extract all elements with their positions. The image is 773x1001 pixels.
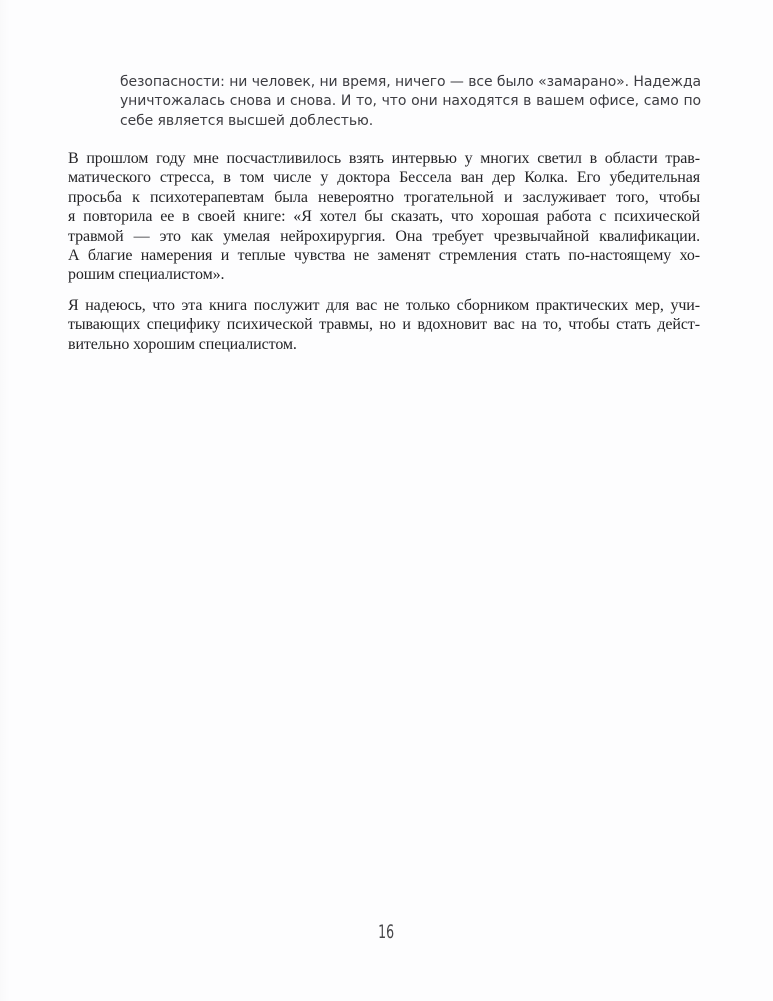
text-line: уничтожалась снова и снова. И то, что они находятся в вашем офисе, само по — [120, 93, 701, 110]
indented-quote-block — [120, 73, 701, 131]
text-line: просьба к психотерапевтам была невероятно трогательной и заслуживает того, чтобы — [68, 188, 700, 206]
text-line: В прошлом году мне посчастливилось взять интервью у многих светил в области трав- — [68, 150, 700, 167]
text-line: безопасности: ни человек, ни время, ничего — все было «замарано». Надежда — [120, 74, 701, 90]
text-line: травмой — это как умелая нейрохирургия. Она требует чрезвычайной квалификации. — [68, 227, 700, 245]
page-number — [0, 921, 773, 943]
paragraph-interview — [68, 149, 700, 285]
paragraph-hope — [68, 296, 700, 354]
text-line: А благие намерения и теплые чувства не заменят стремления стать по-настоящему хо- — [68, 247, 700, 265]
text-line: себе является высшей доблестью. — [120, 112, 374, 129]
text-line: тывающих специфику психической травмы, но и вдохновит вас на то, чтобы стать дейст- — [68, 316, 700, 334]
text-line: Я надеюсь, что эта книга послужит для вас не только сборником практических мер, учи- — [68, 297, 700, 314]
text-line: рошим специалистом». — [68, 266, 225, 284]
page-number-digits: 16 — [378, 921, 395, 943]
text-line: я повторила ее в своей книге: «Я хотел бы сказать, что хорошая работа с психической — [68, 208, 700, 226]
scan-edge-shadow — [0, 0, 10, 1001]
text-line: вительно хорошим специалистом. — [68, 335, 297, 353]
text-line: матического стресса, в том числе у доктора Бессела ван дер Колка. Его убедительная — [68, 169, 700, 187]
